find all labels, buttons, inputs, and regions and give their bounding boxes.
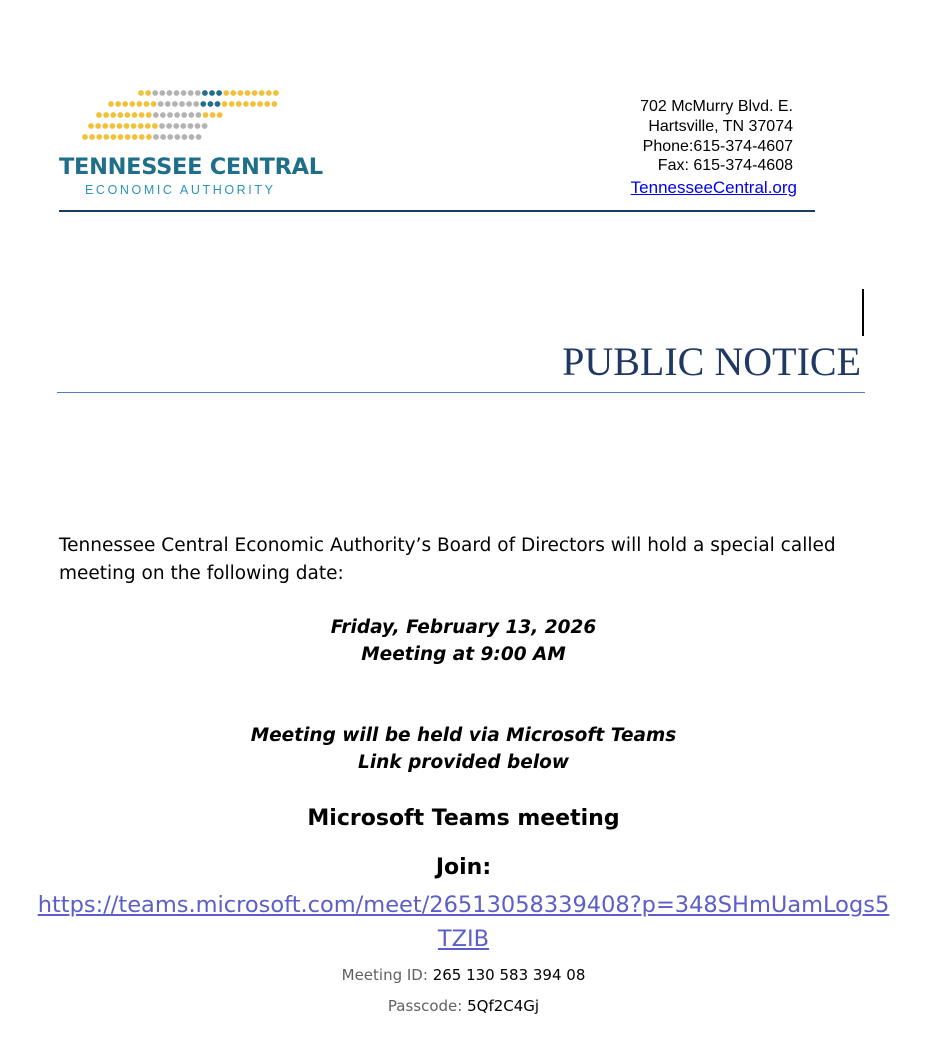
meeting-id-label: Meeting ID: bbox=[341, 966, 428, 984]
logo-dot bbox=[131, 123, 137, 129]
logo-dot bbox=[181, 112, 187, 118]
meeting-id-value: 265 130 583 394 08 bbox=[432, 966, 586, 984]
logo-dot bbox=[95, 123, 101, 129]
logo-dot bbox=[222, 101, 228, 107]
logo-dot bbox=[137, 101, 143, 107]
address-city: Hartsville, TN 37074 bbox=[648, 118, 793, 135]
logo-dot bbox=[172, 101, 178, 107]
logo-dot bbox=[210, 112, 216, 118]
logo-dot bbox=[188, 112, 194, 118]
logo-dot bbox=[159, 90, 165, 96]
logo-dot bbox=[252, 90, 258, 96]
logo-dot bbox=[153, 134, 159, 140]
address-fax: Fax: 615-374-4608 bbox=[657, 157, 793, 174]
meeting-date: Friday, February 13, 2026 bbox=[330, 617, 597, 638]
logo-dot bbox=[125, 112, 131, 118]
logo-dot bbox=[243, 101, 249, 107]
logo-dot bbox=[132, 112, 138, 118]
meeting-id-row bbox=[0, 966, 927, 984]
logo-dot bbox=[195, 90, 201, 96]
logo-dot bbox=[103, 112, 109, 118]
join-label: Join: bbox=[435, 855, 492, 880]
logo-dot bbox=[273, 90, 279, 96]
logo-dot bbox=[188, 123, 194, 129]
logo-title: TENNESSEE CENTRAL bbox=[59, 154, 323, 180]
logo-dot bbox=[200, 101, 206, 107]
logo-dot bbox=[160, 134, 166, 140]
logo-dot bbox=[250, 101, 256, 107]
logo-dot bbox=[151, 101, 157, 107]
logo-dot bbox=[122, 101, 128, 107]
logo-dot bbox=[166, 123, 172, 129]
meeting-venue: Meeting will be held via Microsoft Teams bbox=[250, 725, 677, 746]
header-divider bbox=[59, 210, 815, 212]
logo-dot bbox=[203, 112, 209, 118]
logo-dot bbox=[238, 90, 244, 96]
logo-dot bbox=[139, 134, 145, 140]
logo-dot bbox=[115, 101, 121, 107]
logo-dot bbox=[202, 123, 208, 129]
logo-dot bbox=[109, 123, 115, 129]
logo-dot bbox=[132, 134, 138, 140]
logo-dot bbox=[174, 134, 180, 140]
logo-dot bbox=[160, 112, 166, 118]
logo-dot bbox=[96, 134, 102, 140]
logo-dot bbox=[216, 90, 222, 96]
logo-dot bbox=[146, 112, 152, 118]
logo-dot bbox=[146, 134, 152, 140]
logo-dot bbox=[236, 101, 242, 107]
logo-dot bbox=[229, 101, 235, 107]
logo-dot bbox=[108, 101, 114, 107]
logo-dot bbox=[124, 123, 130, 129]
logo-dot bbox=[152, 90, 158, 96]
logo-dot bbox=[196, 112, 202, 118]
logo-dot bbox=[88, 123, 94, 129]
logo-dot bbox=[152, 123, 158, 129]
logo-dot bbox=[159, 123, 165, 129]
logo-dot bbox=[165, 101, 171, 107]
logo-dot bbox=[145, 90, 151, 96]
join-url-line2[interactable]: TZIB bbox=[437, 926, 490, 952]
passcode-row bbox=[0, 997, 927, 1015]
logo-dot bbox=[202, 90, 208, 96]
logo-dot bbox=[117, 123, 123, 129]
logo-dot bbox=[264, 101, 270, 107]
logo-dot bbox=[195, 123, 201, 129]
logo-dot bbox=[189, 134, 195, 140]
logo-dot bbox=[179, 101, 185, 107]
logo-dot bbox=[103, 134, 109, 140]
logo-dot bbox=[89, 134, 95, 140]
logo-dot bbox=[167, 90, 173, 96]
logo-dot bbox=[230, 90, 236, 96]
logo-dot bbox=[129, 101, 135, 107]
address-phone: Phone:615-374-4607 bbox=[642, 138, 793, 155]
logo-dot bbox=[208, 101, 214, 107]
logo-dot bbox=[153, 112, 159, 118]
website-link[interactable]: TennesseeCentral.org bbox=[630, 178, 797, 197]
logo-dot bbox=[110, 112, 116, 118]
intro-paragraph: Tennessee Central Economic Authority’s Board of Directors will hold a special called meeting on the following date: bbox=[59, 535, 836, 584]
title-divider bbox=[57, 392, 865, 393]
page-title: PUBLIC NOTICE bbox=[562, 339, 861, 384]
logo-dot bbox=[245, 90, 251, 96]
meeting-time: Meeting at 9:00 AM bbox=[361, 644, 566, 665]
logo-dot bbox=[271, 101, 277, 107]
logo-dot bbox=[167, 112, 173, 118]
address-street: 702 McMurry Blvd. E. bbox=[640, 98, 793, 115]
logo-dot bbox=[138, 90, 144, 96]
logo-dot bbox=[138, 123, 144, 129]
logo-dot bbox=[82, 134, 88, 140]
logo-dot bbox=[139, 112, 145, 118]
logo-dot bbox=[145, 123, 151, 129]
logo-dot bbox=[174, 112, 180, 118]
join-meeting-link[interactable] bbox=[0, 888, 927, 956]
logo-dot bbox=[259, 90, 265, 96]
logo-dot bbox=[167, 134, 173, 140]
text-cursor bbox=[862, 289, 864, 336]
logo-dot bbox=[111, 134, 117, 140]
logo-dot bbox=[193, 101, 199, 107]
logo-dot bbox=[118, 134, 124, 140]
logo-dot bbox=[209, 90, 215, 96]
logo-dot bbox=[186, 101, 192, 107]
logo-dot bbox=[173, 123, 179, 129]
logo-dot bbox=[217, 112, 223, 118]
logo-dot bbox=[182, 134, 188, 140]
logo-dots-graphic bbox=[80, 86, 310, 146]
link-note: Link provided below bbox=[358, 752, 569, 773]
logo-dot bbox=[125, 134, 131, 140]
logo-dot bbox=[188, 90, 194, 96]
passcode-label: Passcode: bbox=[387, 997, 463, 1015]
logo-dot bbox=[181, 90, 187, 96]
logo-dot bbox=[180, 123, 186, 129]
logo-subtitle: ECONOMIC AUTHORITY bbox=[85, 183, 276, 197]
logo-dot bbox=[144, 101, 150, 107]
teams-heading: Microsoft Teams meeting bbox=[307, 806, 620, 831]
passcode-value: 5Qf2C4Gj bbox=[467, 997, 540, 1015]
logo-dot bbox=[257, 101, 263, 107]
logo-dot bbox=[158, 101, 164, 107]
join-url-line1[interactable]: https://teams.microsoft.com/meet/26513058339408?p=348SHmUamLogs5 bbox=[37, 892, 890, 918]
logo-dot bbox=[215, 101, 221, 107]
logo-dot bbox=[174, 90, 180, 96]
logo-dot bbox=[266, 90, 272, 96]
logo-dot bbox=[96, 112, 102, 118]
logo-dot bbox=[196, 134, 202, 140]
logo-dot bbox=[102, 123, 108, 129]
logo-dot bbox=[223, 90, 229, 96]
logo-dot bbox=[117, 112, 123, 118]
